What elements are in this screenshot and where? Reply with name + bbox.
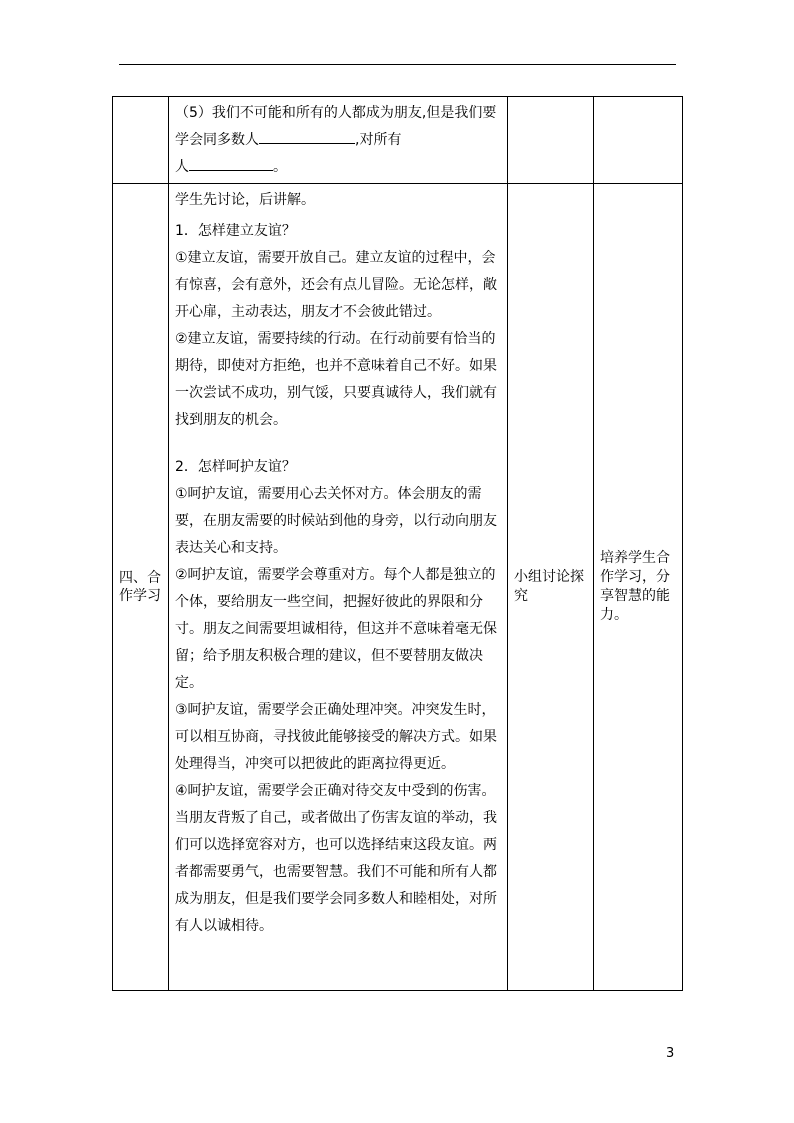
question-5-line1: （5）我们不可能和所有的人都成为朋友,但是我们要 bbox=[175, 105, 497, 121]
header-rule bbox=[119, 64, 676, 65]
question-1-point-1: ①建立友谊，需要开放自己。建立友谊的过程中，会有惊喜，会有意外，还会有点儿冒险。无论怎样，敞开心扉，主动表达，朋友才不会彼此错过。 bbox=[175, 250, 497, 320]
method-cell bbox=[508, 97, 594, 184]
question-2-point-2: ②呵护友谊，需要学会尊重对方。每个人都是独立的个体，要给朋友一些空间，把握好彼此的界限和分寸。朋友之间需要坦诚相待，但这并不意味着毫无保留；给予朋友积极合理的建议，但不要替朋友做决定。 bbox=[175, 567, 497, 691]
intro-text: 学生先讨论，后讲解。 bbox=[175, 192, 315, 208]
goal-cell bbox=[594, 97, 683, 184]
stage-label: 四、合作学习 bbox=[119, 570, 161, 604]
question-1-point-2: ②建立友谊，需要持续的行动。在行动前要有恰当的期待，即使对方拒绝，也并不意味着自己不好。如果一次尝试不成功，别气馁，只要真诚待人，我们就有找到朋友的机会。 bbox=[175, 331, 497, 428]
question-1-heading: 1．怎样建立友谊？ bbox=[175, 223, 296, 239]
question-2-point-3: ③呵护友谊，需要学会正确处理冲突。冲突发生时，可以相互协商，寻找彼此能够接受的解决方式。如果处理得当，冲突可以把彼此的距离拉得更近。 bbox=[175, 702, 497, 772]
question-2-heading: 2．怎样呵护友谊？ bbox=[175, 459, 296, 475]
fill-blank bbox=[259, 127, 355, 144]
teaching-method: 小组讨论探究 bbox=[514, 569, 584, 604]
table-row bbox=[113, 184, 683, 991]
goal-cell bbox=[594, 184, 683, 991]
question-5-line2: 学会同多数人 ,对所有 bbox=[175, 127, 501, 154]
question-2-point-1: ①呵护友谊，需要用心去关怀对方。体会朋友的需要，在朋友需要的时候站到他的身旁，以行动向朋友表达关心和支持。 bbox=[175, 486, 497, 556]
question-2-point-4: ④呵护友谊，需要学会正确对待交友中受到的伤害。当朋友背叛了自己，或者做出了伤害友谊的举动，我们可以选择宽容对方，也可以选择结束这段友谊。两者都需要勇气，也需要智慧。我们不可能和所有人都成为朋友，但是我们要学会同多数人和睦相处，对所有人以诚相待。 bbox=[175, 783, 497, 934]
stage-cell bbox=[113, 184, 169, 991]
question-5-line3: 人 。 bbox=[175, 154, 501, 181]
table-row bbox=[113, 97, 683, 184]
stage-cell bbox=[113, 97, 169, 184]
page-number: 3 bbox=[666, 1046, 675, 1061]
content-cell bbox=[169, 184, 508, 991]
method-cell bbox=[508, 184, 594, 991]
content-cell bbox=[169, 97, 508, 184]
fill-blank bbox=[189, 154, 273, 171]
lesson-plan-table bbox=[112, 96, 683, 991]
teaching-goal: 培养学生合作学习，分享智慧的能力。 bbox=[600, 550, 670, 623]
